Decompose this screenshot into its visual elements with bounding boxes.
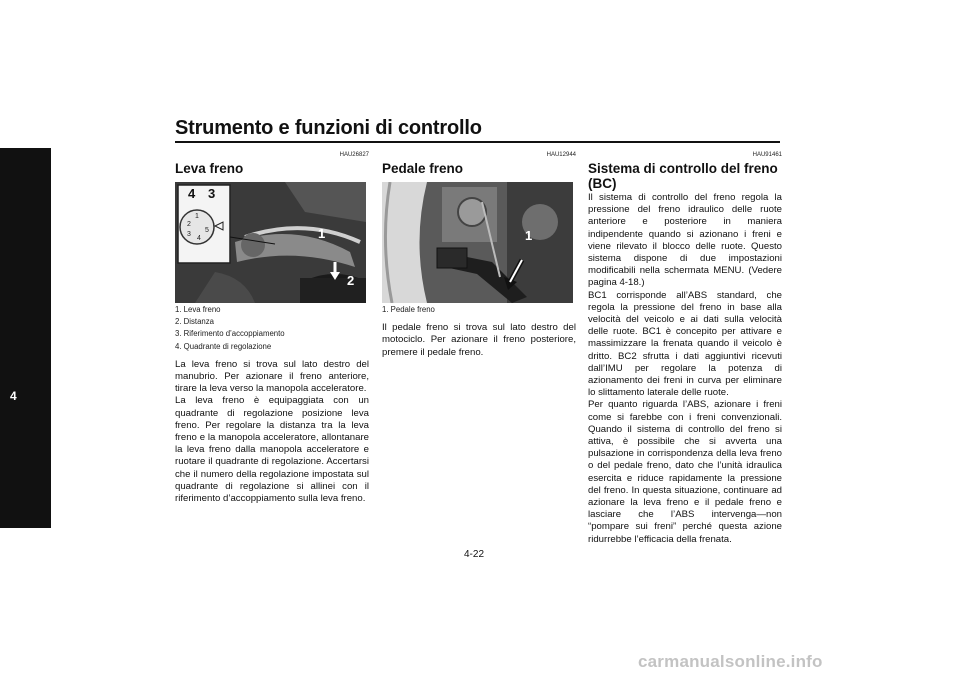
- figure-label: 1: [525, 228, 533, 243]
- paragraph: La leva freno è equipaggiata con un quadrante di regolazione posizione leva freno. Per regolare la distanza tra la leva freno e la manopola acceleratore, allontanare la leva freno dalla manopola acceleratore e ruotare il quadrante di regolazione. Accertarsi che il numero della regolazione impostata sul quadrante di regolazione si allinei con il riferimento d’accoppiamento sulla leva freno.: [175, 395, 369, 505]
- page-title: Strumento e funzioni di controllo: [175, 117, 482, 139]
- page-number: 4-22: [464, 549, 485, 560]
- chapter-tab: [0, 148, 51, 528]
- section-heading: [588, 161, 782, 191]
- caption-item: 3. Riferimento d’accoppiamento: [175, 329, 285, 339]
- paragraph: La leva freno si trova sul lato destro del manubrio. Per azionare il freno anteriore, tirare la leva verso la manopola acceleratore.: [175, 358, 369, 395]
- section-code: HAU91461: [752, 152, 782, 158]
- chapter-tab-number: 4: [10, 389, 17, 403]
- section-body: [382, 322, 576, 359]
- figure-label: 4: [188, 186, 196, 201]
- caption-item: 1. Pedale freno: [382, 305, 435, 314]
- section-pedale-freno: [382, 152, 576, 359]
- svg-text:2: 2: [187, 221, 191, 228]
- section-sistema-bc: [588, 152, 782, 546]
- svg-text:4: 4: [197, 235, 201, 242]
- section-heading: Pedale freno: [382, 161, 464, 176]
- heading-line: Sistema di controllo del freno: [588, 161, 778, 176]
- paragraph: Il sistema di controllo del freno regola la pressione del freno idraulico delle ruote anteriore e posteriore in maniera indipendente quando si azionano i freni e viene rilevato il blocco delle ruote. Questo sistema dispone di due impostazioni modificabili nella schermata MENU. (Vedere pagina 4-18.): [588, 192, 782, 289]
- caption-item: 2. Distanza: [175, 317, 215, 327]
- section-body: [588, 192, 782, 546]
- paragraph: Per quanto riguarda l’ABS, azionare i freni come si farebbe con i freni convenzionali. Quando il sistema di controllo del freno si attiva, è possibile che si avverta una pulsazione in corrispondenza della leva freno o del pedale freno, dato che l’unità idraulica esercita e riduce rapidamente la pressione del freno. In questa situazione, continuare ad azionare la leva freno e il pedale freno e lasciare che l’ABS intervenga—non “pompare sui freni” perché questa azione ridurrebbe l’efficacia della frenata.: [588, 399, 782, 545]
- brake-lever-illustration: [175, 182, 366, 303]
- caption-item: 4. Quadrante di regolazione: [175, 341, 272, 351]
- paragraph: Il pedale freno si trova sul lato destro del motociclo. Per azionare il freno posteriore, premere il pedale freno.: [382, 322, 576, 358]
- section-leva-freno: [175, 152, 369, 505]
- title-rule: [175, 141, 780, 143]
- section-heading: Leva freno: [175, 161, 244, 176]
- figure-caption: [382, 304, 576, 316]
- section-code: HAU12944: [546, 152, 576, 158]
- figure-label: 2: [347, 273, 355, 288]
- caption-item: 1. Leva freno: [175, 305, 221, 314]
- brake-lever-photo: [175, 182, 366, 303]
- figure-caption: [175, 304, 369, 353]
- section-code: HAU26827: [339, 152, 369, 158]
- heading-line: (BC): [588, 176, 617, 191]
- figure-label: 1: [318, 226, 326, 241]
- paragraph: BC1 corrisponde all’ABS standard, che regola la pressione del freno in base alla velocità del veicolo e ai dati sulla velocità delle ruote. BC1 è concepito per attivare e massimizzare la frenata quando il veicolo è dritto. BC2 sfrutta i dati aggiuntivi ricevuti dall’IMU per regolare la potenza di azionamento dei freni in curva per eliminare lo slittamento laterale delle ruote.: [588, 289, 782, 399]
- brake-pedal-photo: [382, 182, 573, 303]
- svg-text:1: 1: [195, 213, 199, 220]
- brake-pedal-illustration: [382, 182, 573, 303]
- watermark: carmanualsonline.info: [638, 652, 823, 671]
- figure-label: 3: [208, 186, 216, 201]
- svg-text:5: 5: [205, 227, 209, 234]
- section-body: [175, 359, 369, 505]
- svg-text:3: 3: [187, 231, 191, 238]
